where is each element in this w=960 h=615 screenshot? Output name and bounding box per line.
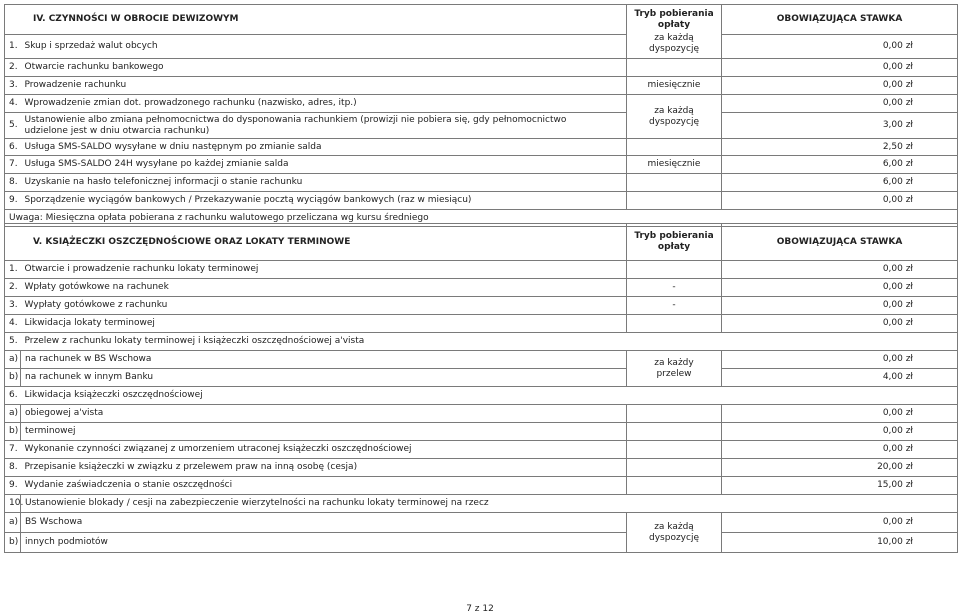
- rate-cell: 0,00 zł: [722, 513, 958, 533]
- row-text: Wykonanie czynności związanej z umorzeniem utraconej książeczki oszczędnościowej: [21, 441, 627, 459]
- row-text: Ustanowienie blokady / cesji na zabezpieczenie wierzytelności na rachunku lokaty terminowej na rzecz: [21, 495, 958, 513]
- row-number: 3.: [5, 77, 21, 95]
- row-number: 8.: [5, 459, 21, 477]
- row-number: 5.: [5, 113, 21, 139]
- rate-cell: 6,00 zł: [722, 156, 958, 174]
- row-text: Otwarcie i prowadzenie rachunku lokaty terminowej: [21, 261, 627, 279]
- row-text: Otwarcie rachunku bankowego: [21, 59, 627, 77]
- row-number: 10.: [5, 495, 21, 513]
- row-number: 2.: [5, 59, 21, 77]
- row-text: Uzyskanie na hasło telefonicznej informacji o stanie rachunku: [21, 174, 627, 192]
- row-number: b): [5, 533, 21, 553]
- row-text: Wprowadzenie zmian dot. prowadzonego rachunku (nazwisko, adres, itp.): [21, 95, 627, 113]
- mode-cell: [627, 174, 722, 192]
- row-text: na rachunek w BS Wschowa: [21, 351, 627, 369]
- row-text: Wpłaty gotówkowe na rachunek: [21, 279, 627, 297]
- rate-cell: 0,00 zł: [722, 297, 958, 315]
- mode-cell: [627, 59, 722, 77]
- rate-cell: 0,00 zł: [722, 405, 958, 423]
- row-number: 6.: [5, 387, 21, 405]
- mode-cell: -: [627, 279, 722, 297]
- rate-cell: 0,00 zł: [722, 315, 958, 333]
- row-text: Wydanie zaświadczenia o stanie oszczędności: [21, 477, 627, 495]
- row-number: 1.: [5, 35, 21, 59]
- row-text: Likwidacja książeczki oszczędnościowej: [21, 387, 958, 405]
- rate-header: OBOWIĄZUJĄCA STAWKA: [722, 224, 958, 261]
- mode-cell: -: [627, 297, 722, 315]
- row-text: Przepisanie książeczki w związku z przelewem praw na inną osobę (cesja): [21, 459, 627, 477]
- row-number: 8.: [5, 174, 21, 192]
- row-number: a): [5, 351, 21, 369]
- rate-cell: 3,00 zł: [722, 113, 958, 139]
- row-number: a): [5, 405, 21, 423]
- rate-cell: 20,00 zł: [722, 459, 958, 477]
- row-text: obiegowej a'vista: [21, 405, 627, 423]
- mode-cell: za każdą dyspozycję: [627, 513, 722, 553]
- fees-table-foreign-exchange: [4, 4, 958, 227]
- section-title: V. KSIĄŻECZKI OSZCZĘDNOŚCIOWE ORAZ LOKATY TERMINOWE: [5, 224, 627, 261]
- rate-header: OBOWIĄZUJĄCA STAWKA: [722, 5, 958, 35]
- mode-header: Tryb pobierania opłaty za każdą dyspozycję: [627, 5, 722, 59]
- row-number: 4.: [5, 95, 21, 113]
- rate-cell: 0,00 zł: [722, 35, 958, 59]
- rate-cell: 15,00 zł: [722, 477, 958, 495]
- mode-cell: [627, 423, 722, 441]
- mode-cell: [627, 441, 722, 459]
- row-text: na rachunek w innym Banku: [21, 369, 627, 387]
- row-text: Przelew z rachunku lokaty terminowej i książeczki oszczędnościowej a'vista: [21, 333, 958, 351]
- row-number: 9.: [5, 477, 21, 495]
- rate-cell: 2,50 zł: [722, 139, 958, 156]
- mode-cell: [627, 261, 722, 279]
- row-text: innych podmiotów: [21, 533, 627, 553]
- mode-cell: [627, 477, 722, 495]
- row-number: 4.: [5, 315, 21, 333]
- mode-cell: [627, 459, 722, 477]
- row-number: 9.: [5, 192, 21, 210]
- rate-cell: 0,00 zł: [722, 59, 958, 77]
- row-number: 3.: [5, 297, 21, 315]
- mode-cell: miesięcznie: [627, 156, 722, 174]
- rate-cell: 0,00 zł: [722, 77, 958, 95]
- rate-cell: 0,00 zł: [722, 423, 958, 441]
- row-text: Usługa SMS-SALDO wysyłane w dniu następnym po zmianie salda: [21, 139, 627, 156]
- mode-cell: [627, 405, 722, 423]
- mode-cell: [627, 192, 722, 210]
- section-title: IV. CZYNNOŚCI W OBROCIE DEWIZOWYM: [5, 5, 627, 35]
- row-number: b): [5, 423, 21, 441]
- fees-table-savings: [4, 223, 958, 553]
- row-text: Likwidacja lokaty terminowej: [21, 315, 627, 333]
- row-number: 7.: [5, 441, 21, 459]
- mode-cell: miesięcznie: [627, 77, 722, 95]
- rate-cell: 6,00 zł: [722, 174, 958, 192]
- rate-cell: 10,00 zł: [722, 533, 958, 553]
- rate-cell: 0,00 zł: [722, 95, 958, 113]
- mode-cell: za każdy przelew: [627, 351, 722, 387]
- row-number: 6.: [5, 139, 21, 156]
- rate-cell: 0,00 zł: [722, 261, 958, 279]
- page-number: 7 z 12: [466, 604, 494, 614]
- rate-cell: 0,00 zł: [722, 279, 958, 297]
- row-text: terminowej: [21, 423, 627, 441]
- rate-cell: 4,00 zł: [722, 369, 958, 387]
- row-text: Ustanowienie albo zmiana pełnomocnictwa do dysponowania rachunkiem (prowizji nie pobiera się, gdy pełnomocnictwo udzielone jest w dniu otwarcia rachunku): [21, 113, 627, 139]
- row-number: 7.: [5, 156, 21, 174]
- mode-header: Tryb pobierania opłaty: [627, 224, 722, 261]
- mode-cell: [627, 139, 722, 156]
- mode-cell: [627, 315, 722, 333]
- row-number: b): [5, 369, 21, 387]
- rate-cell: 0,00 zł: [722, 192, 958, 210]
- note-text: Uwaga: Miesięczna opłata pobierana z rachunku walutowego przeliczana wg kursu średniego: [5, 210, 958, 227]
- row-text: BS Wschowa: [21, 513, 627, 533]
- row-number: 5.: [5, 333, 21, 351]
- mode-cell: za każdą dyspozycję: [649, 32, 699, 54]
- rate-cell: 0,00 zł: [722, 441, 958, 459]
- row-number: a): [5, 513, 21, 533]
- row-text: Skup i sprzedaż walut obcych: [21, 35, 627, 59]
- row-text: Wypłaty gotówkowe z rachunku: [21, 297, 627, 315]
- mode-cell: za każdą dyspozycję: [627, 95, 722, 139]
- row-text: Prowadzenie rachunku: [21, 77, 627, 95]
- row-number: 2.: [5, 279, 21, 297]
- rate-cell: 0,00 zł: [722, 351, 958, 369]
- row-text: Usługa SMS-SALDO 24H wysyłane po każdej zmianie salda: [21, 156, 627, 174]
- row-number: 1.: [5, 261, 21, 279]
- row-text: Sporządzenie wyciągów bankowych / Przekazywanie pocztą wyciągów bankowych (raz w miesiącu): [21, 192, 627, 210]
